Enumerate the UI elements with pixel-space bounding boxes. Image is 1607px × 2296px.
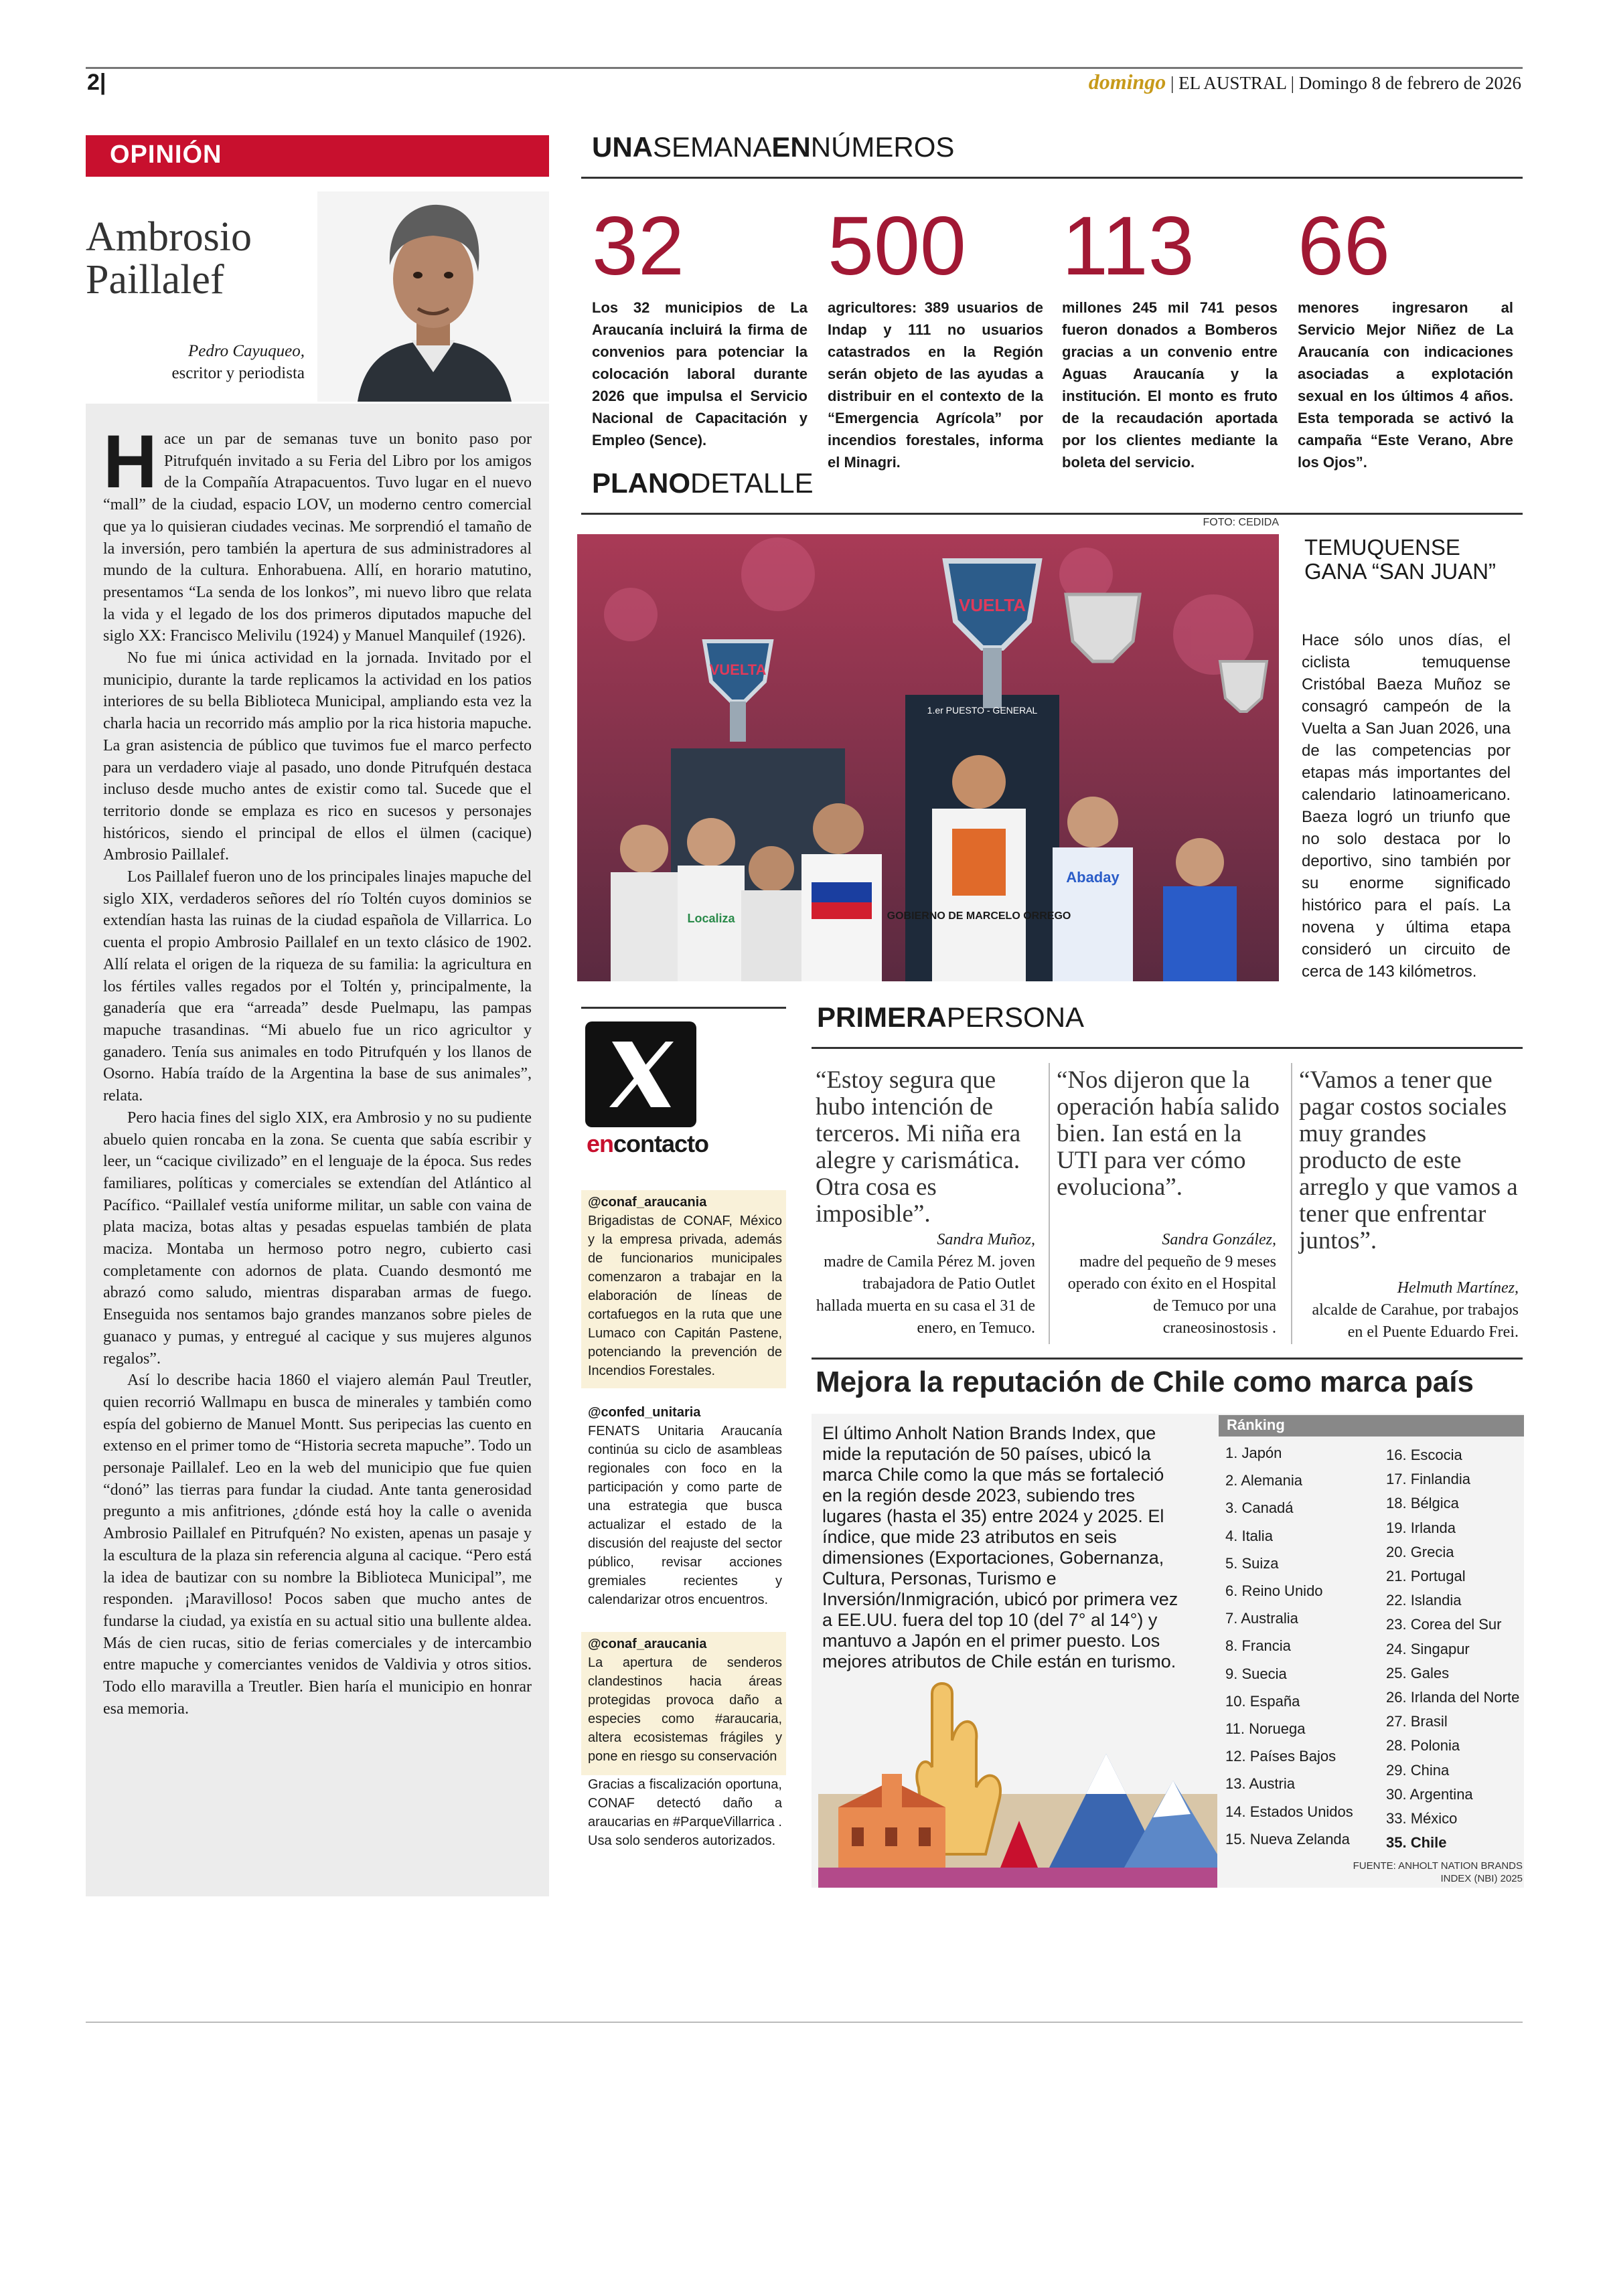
tweet-handle: @confed_unitaria <box>588 1405 701 1420</box>
ranking-item: 4. Italia <box>1225 1527 1273 1544</box>
stat-text: Los 32 municipios de La Araucanía incluirá la firma de convenios para potenciar la colocación laboral durante 2026 que impulsa el Servicio Nacional de Capacitación y Empleo (Sence). <box>592 299 808 448</box>
ranking-item: 5. Suiza <box>1225 1554 1279 1572</box>
ranking-item: 33. México <box>1386 1810 1458 1827</box>
page-number: 2| <box>87 70 106 95</box>
quote-text: “Estoy segura que hubo intención de terceros. Mi niña era alegre y carismática. Otra cosa es imposible”. <box>816 1066 1021 1228</box>
plano-section-rule <box>581 513 1523 515</box>
ranking-item: 9. Suecia <box>1225 1665 1287 1682</box>
quote-attribution: Helmuth Martínez, alcalde de Carahue, por trabajos en el Puente Eduardo Frei. <box>1312 1279 1519 1341</box>
stat-text: millones 245 mil 741 pesos fueron donados a Bomberos gracias a un convenio entre Aguas Araucanía y la institución. El monto es fruto de la recaudación aportada por los clientes mediante la boleta del servicio. <box>1062 299 1278 471</box>
paragraph: No fue mi única actividad en la jornada. Invitado por el municipio, durante la tarde replicamos la actividad en los patios interiores de su bella Biblioteca Municipal, ampliando esta vez la charla hacia un recorrido más amplio por la rica historia mapuche. La gran asistencia de público que tuvimos fue el marco perfecto para un verdadero viaje al pasado, uno donde Pitrufquén destaca incluso desde mucho antes de existir como tal. Sucede que el territorio donde se emplaza es rico en sucesos y personajes históricos, siendo el principal de ellos el ülmen (cacique) Ambrosio Paillalef. <box>103 649 532 864</box>
author-portrait <box>317 191 549 402</box>
ranking-item: 3. Canadá <box>1225 1499 1294 1517</box>
ranking-item: 19. Irlanda <box>1386 1519 1456 1536</box>
paragraph: Así lo describe hacia 1860 el viajero alemán Paul Treutler, quien recorrió Wallmapu en busca de minerales y también como espía del gobierno de Manuel Montt. Sus peripecias las cuento en extenso en el primer tomo de “Historia secreta mapuche”. Todo un personaje Paillalef. Leo en la web del municipio que fue quien “donó” las tierras para fundar la ciudad. Ante tanta generosidad pregunto a mis anfitriones, ¿dónde está hoy la calle o avenida Ambrosio Paillalef en Pitrufquén? No existen, apenas un pasaje y la escultura de la plaza sin referencia alguna al cacique. “Pero está la idea de bautizar con su nombre la Biblioteca Municipal”, me responden. ¡Maravilloso! Pocos saben que mucho antes de fundarse la ciudad, ya existía en su actual sitio una bullente aldea. Más de cien rucas, sitio de ferias comerciales y de intercambio entre mapuche y comerciantes venidos de Valdivia y otros sitios. Todo ello maravilla a Treutler. Bien haría el municipio en honrar esa memoria. <box>103 1372 532 1718</box>
photo-jersey-text: Localiza <box>687 912 735 925</box>
stat-value: 32 <box>592 200 684 293</box>
chile-landscape-illustration <box>818 1653 1217 1888</box>
photo-credit: FOTO: CEDIDA <box>1203 517 1279 528</box>
ranking-item: 24. Singapur <box>1386 1640 1470 1657</box>
ranking-item: 28. Polonia <box>1386 1737 1460 1754</box>
quote-attribution: Sandra Muñoz, madre de Camila Pérez M. joven trabajadora de Patio Outlet hallada muerta en su casa el 31 de enero, en Temuco. <box>816 1231 1035 1337</box>
stat-value: 66 <box>1298 200 1390 293</box>
photo-trophy-text: VUELTA <box>958 595 1026 615</box>
ranking-item: 7. Australia <box>1225 1610 1298 1627</box>
ranking-item: 11. Noruega <box>1225 1720 1306 1738</box>
stat-value: 500 <box>828 200 966 293</box>
photo-podium-text: 1.er PUESTO - GENERAL <box>927 705 1038 716</box>
tweet-text: La apertura de senderos clandestinos hacia áreas protegidas provoca daño a especies como #araucaria, altera ecosistemas frágiles y pone en riesgo su conservación <box>588 1655 782 1764</box>
header-rule <box>86 67 1523 69</box>
ranking-item: 21. Portugal <box>1386 1568 1466 1585</box>
opinion-article <box>103 420 532 1720</box>
ranking-item: 29. China <box>1386 1761 1450 1779</box>
column-title-last: Paillalef <box>86 257 224 303</box>
ranking-item: 10. España <box>1225 1692 1300 1710</box>
tweet-text: Brigadistas de CONAF, México y la empresa privada, además de funcionarios municipales comenzaron a trabajar en la elaboración de líneas de cortafuegos en la ruta que une Lumaco con Capitán Pastene, potenciando la prevención de Incendios Forestales. <box>588 1214 782 1378</box>
paragraph: Los Paillalef fueron uno de los principales linajes mapuche del siglo XIX, verdaderos señores del río Toltén cuyos dominios se extendían hasta las ruinas de la ciudad española de Villarrica. Lo cuenta el propio Ambrosio Paillalef en un texto clásico de 1902. Allí relata el origen de la riqueza de su familia: la agricultura en los fértiles valles regados por el Toltén y, principalmente, la ganadería que era “arreada” desde Puelmapu, las pampas mapuche trasandinas. “Mi abuelo fue un rico agricultor y ganadero. Tenía sus animales en todo Pitrufquén y los llanos de Osorno. Había traído de la Argentina la base de sus animales”, relata. <box>103 868 532 1105</box>
ranking-item: 27. Brasil <box>1386 1713 1448 1730</box>
dropcap: H <box>103 420 157 503</box>
quote-divider <box>1049 1063 1050 1344</box>
quote-text: “Nos dijeron que la operación había salido bien. Ian está en la UTI para ver cómo evoluciona”. <box>1057 1066 1280 1201</box>
masthead <box>1089 70 1521 94</box>
tweet <box>581 1190 786 1388</box>
photo-jersey-text: Abaday <box>1066 869 1120 886</box>
ranking-item: 30. Argentina <box>1386 1785 1473 1803</box>
ranking-header: Ránking <box>1219 1415 1524 1437</box>
paper-date: | EL AUSTRAL | Domingo 8 de febrero de 2026 <box>1170 73 1521 93</box>
footer-rule <box>86 2022 1523 2023</box>
photo-trophy-text: VUELTA <box>709 661 767 678</box>
contacto-rule <box>581 1007 786 1009</box>
stat-text: agricultores: 389 usuarios de Indap y 111 no usuarios catastrados en la Región serán objeto de las ayudas a distribuir en el contexto de la “Emergencia Agrícola” por incendios forestales, informa el Minagri. <box>828 299 1043 471</box>
byline-role: escritor y periodista <box>171 364 305 382</box>
ranking-item: 15. Nueva Zelanda <box>1225 1830 1350 1848</box>
ranking-list-right <box>1386 1443 1527 1855</box>
plano-body: Hace sólo unos días, el ciclista temuquense Cristóbal Baeza Muñoz se consagró campeón de la Vuelta a San Juan 2026, una de las competencias por etapas más importantes del calendario latinoamericano. Baeza logró un triunfo que no solo destaca por lo deportivo, sino también por su enorme significado histórico para el país. La novena y última etapa consideró un circuito de cerca de 143 kilómetros. <box>1302 631 1511 981</box>
cycling-podium-photo <box>577 534 1279 981</box>
plano-headline: TEMUQUENSE GANA “SAN JUAN” <box>1304 535 1497 584</box>
marca-pais-body: El último Anholt Nation Brands Index, que mide la reputación de 50 países, ubicó la marca Chile como la que más se fortaleció en la región desde 2023, subiendo tres lugares (hasta el 35) entre 2024 y 2025. El índice, que mide 23 atributos en seis dimensiones (Exportaciones, Gobernanza, Cultura, Personas, Turismo e Inversión/Inmigración, ubicó por primera vez a EE.UU. fuera del top 10 (del 7° al 14°) y mantuvo a Japón en el primer puesto. Los mejores atributos de Chile están en turismo. <box>822 1423 1178 1671</box>
primera-bottom-rule <box>812 1358 1523 1360</box>
ranking-item: 13. Austria <box>1225 1775 1295 1793</box>
paragraph: Pero hacia fines del siglo XIX, era Ambrosio y no su pudiente abuelo quien roncaba en la zona. Se cuenta que sabía escribir y leer, un “cacique civilizado” en el lenguaje de la época. Sus redes familiares, políticas y comerciales se extendían del Atlántico al Pacífico. “Paillalef vestía uniforme militar, un sable con vaina de plata maciza, botas altas y pesadas espuelas también de plata maciza. Montaba un hermoso potro negro, cubierto casi completamente con adornos de plata. Cuando desmontó me abrazó como saludo, mientras disparaban armas de fuego. Enseguida nos sentamos bajo grandes manzanos sobre pieles de guanaco y pumas, y entregué al cacique y sus mujeres algunos regalos”. <box>103 1109 532 1368</box>
ranking-source: FUENTE: ANHOLT NATION BRANDS INDEX (NBI) 2025 <box>1353 1860 1523 1884</box>
byline <box>134 340 305 384</box>
column-title <box>86 216 252 301</box>
tweet-handle: @conaf_araucania <box>588 1195 707 1210</box>
ranking-item: 16. Escocia <box>1386 1447 1462 1463</box>
quote-attribution: Sandra González, madre del pequeño de 9 meses operado con éxito en el Hospital de Temuco por una craneosinostosis . <box>1067 1231 1276 1337</box>
ranking-list-left <box>1225 1439 1373 1853</box>
opinion-label-bar <box>86 135 549 177</box>
ranking-item: 2. Alemania <box>1225 1472 1302 1489</box>
contacto-title: encontacto <box>587 1130 709 1157</box>
tweet-continued: Gracias a fiscalización oportuna, CONAF detectó daño a araucarias en #ParqueVillarrica . Usa solo senderos autorizados. <box>588 1777 782 1848</box>
ranking-item: 17. Finlandia <box>1386 1471 1470 1488</box>
tweet-handle: @conaf_araucania <box>588 1637 707 1651</box>
ranking-item: 6. Reino Unido <box>1225 1582 1323 1600</box>
plano-section-title: PLANODETALLE <box>592 467 814 499</box>
opinion-label: OPINIÓN <box>110 141 222 169</box>
ranking-item: 23. Corea del Sur <box>1386 1616 1502 1633</box>
ranking-item: 1. Japón <box>1225 1445 1282 1461</box>
ranking-item: 25. Gales <box>1386 1664 1450 1682</box>
tweet <box>581 1632 786 1775</box>
photo-jersey-text: GOBIERNO DE MARCELO ORREGO <box>887 910 1071 922</box>
primera-section-title: PRIMERAPERSONA <box>817 1001 1085 1033</box>
tweet <box>581 1400 786 1613</box>
stat-value: 113 <box>1062 200 1195 293</box>
tweet-text: FENATS Unitaria Araucanía continúa su ciclo de asambleas regionales con foco en la participación y como parte de una estrategia que busca actualizar el estado de la discusión del reajuste del sector público, revisar acciones gremiales recientes y calendarizar otros encuentros. <box>588 1424 782 1607</box>
primera-section-rule <box>812 1047 1523 1049</box>
ranking-item: 22. Islandia <box>1386 1592 1462 1609</box>
marca-pais-title: Mejora la reputación de Chile como marca país <box>816 1366 1474 1398</box>
column-title-first: Ambrosio <box>86 214 252 260</box>
section-name: domingo <box>1088 70 1166 94</box>
quote-text: “Vamos a tener que pagar costos sociales muy grandes producto de este arreglo y que vamos a tener que enfrentar juntos”. <box>1299 1066 1518 1254</box>
x-logo-icon <box>585 1021 696 1127</box>
byline-name: Pedro Cayuqueo, <box>187 342 305 360</box>
ranking-item: 20. Grecia <box>1386 1543 1454 1560</box>
ranking-item: 14. Estados Unidos <box>1225 1803 1353 1820</box>
stat-text: menores ingresaron al Servicio Mejor Niñez de La Araucanía con indicaciones asociadas a explotación sexual en los últimos 4 años. Esta temporada se activó la campaña “Este Verano, Abre los Ojos”. <box>1298 299 1513 471</box>
ranking-item: 18. Bélgica <box>1386 1495 1459 1512</box>
numbers-section-title: UNASEMANAENNÚMEROS <box>592 131 955 163</box>
ranking-item: 26. Irlanda del Norte <box>1386 1689 1520 1706</box>
numbers-section-rule <box>581 177 1523 179</box>
ranking-item: 12. Países Bajos <box>1225 1748 1336 1765</box>
ranking-item: 35. Chile <box>1386 1834 1447 1852</box>
ranking-item: 8. Francia <box>1225 1637 1291 1655</box>
quote-divider <box>1291 1063 1292 1344</box>
paragraph: Hace un par de semanas tuve un bonito paso por Pitrufquén invitado a su Feria del Libro por los amigos de la Compañía Atrapacuentos. Tuvo lugar en el nuevo “mall” de la ciudad, espacio LOV, un moderno centro comercial que ya lo quisieran ciudades vecinas. Me sorprendió el tamaño de la inversión, pero también la apertura de sus administradores al mundo de la cultura. Enhorabuena. Allí, en horario matutino, presentamos “La senda de los lonkos”, mi nuevo libro que relata la vida y el legado de los dos primeros diputados mapuche del siglo XX: Francisco Melivilu (1924) y Manuel Manquilef (1926). <box>103 420 532 645</box>
